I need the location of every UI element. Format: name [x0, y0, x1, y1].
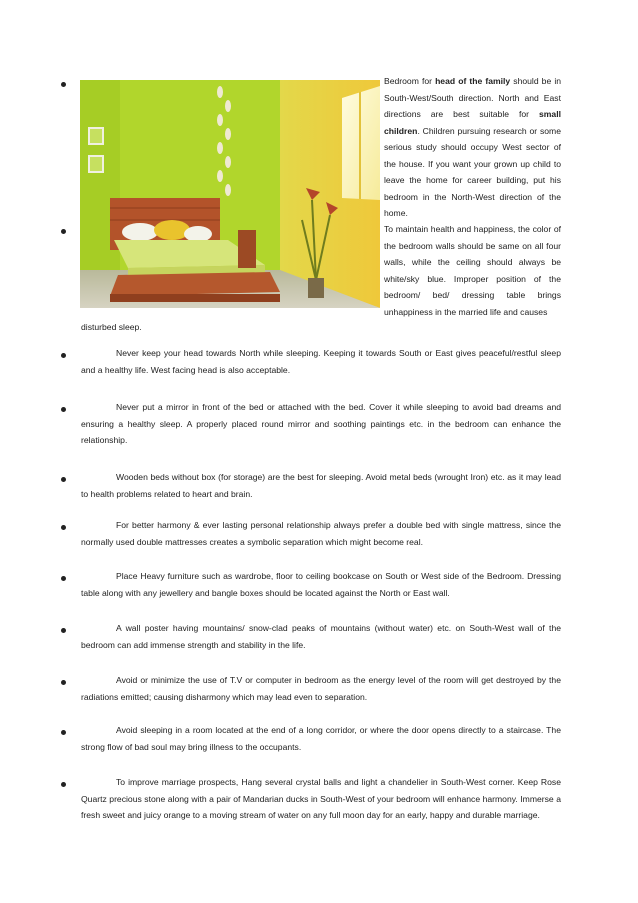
- text-run: should be in South-West/South direction. North and East directions are best suitable for: [384, 76, 562, 119]
- tv-computer-item: Avoid or minimize the use of T.V or computer in bedroom as the energy level of the room will get destroyed by the radiations emitted; causing disharmony which may lead even to separation.: [81, 675, 561, 702]
- wooden-beds-item: Wooden beds without box (for storage) are the best for sleeping. Avoid metal beds (wrought Iron) etc. as it may lead to health problems related to heart and brain.: [81, 472, 561, 499]
- list-bullet: [61, 82, 66, 87]
- mirror-item: Never put a mirror in front of the bed or attached with the bed. Cover it while sleeping to avoid bad dreams and ensuring a healthy sleep. A properly placed round mirror and soothing paintings etc. in the bedroom can enhance the relationship.: [81, 402, 561, 445]
- list-bullet: [61, 353, 66, 358]
- text-run: . Children pursuing research or some serious study should occupy West sector of the house. If you want your grown up child to leave the home for career building, put his bedroom in the North-West direction of the home.: [384, 125, 561, 218]
- head-direction-item: Never keep your head towards North while sleeping. Keeping it towards South or East gives peaceful/restful sleep and a healthy life. West facing head is also acceptable.: [81, 348, 561, 375]
- bedroom-photo: [80, 80, 380, 308]
- wall-color-paragraph: To maintain health and happiness, the color of the bedroom walls should be same on all four walls, while the ceiling should always be white/sky blue. Improper position of the bedroom/ bed/ dressing table brings unhappiness in the married life and causes: [384, 224, 561, 317]
- double-bed-item: For better harmony & ever lasting personal relationship always prefer a double bed with single mattress, since the normally used double mattresses creates a symbolic separation which might become real.: [81, 520, 561, 547]
- bedroom-illustration: [80, 80, 380, 308]
- list-bullet: [61, 229, 66, 234]
- list-bullet: [61, 680, 66, 685]
- list-bullet: [61, 782, 66, 787]
- list-bullet: [61, 525, 66, 530]
- list-bullet: [61, 576, 66, 581]
- list-bullet: [61, 477, 66, 482]
- list-bullet: [61, 407, 66, 412]
- list-bullet: [61, 628, 66, 633]
- bold-text-small-children: small children: [384, 109, 561, 136]
- text-run: Bedroom for: [384, 76, 436, 86]
- wall-poster-item: A wall poster having mountains/ snow-clad peaks of mountains (without water) etc. on South-West wall of the bedroom can add immense strength and stability in the life.: [81, 623, 561, 650]
- marriage-prospects-item: To improve marriage prospects, Hang several crystal balls and light a chandelier in South-West corner. Keep Rose Quartz precious stone along with a pair of Mandarian ducks in South-West of your bedroom will enhance harmony. Immerse a fresh sweet and juicy orange to a moving stream of water on any full moon day for an early, happy and durable marriage.: [81, 777, 561, 820]
- corridor-item: Avoid sleeping in a room located at the end of a long corridor, or where the door opens directly to a staircase. The strong flow of bad soul may bring illness to the occupants.: [81, 725, 561, 752]
- list-bullet: [61, 730, 66, 735]
- bold-text-head-of-family: head of the family: [435, 76, 511, 86]
- wall-color-paragraph-continuation: disturbed sleep.: [81, 322, 142, 332]
- bedroom-placement-paragraph: [384, 73, 561, 222]
- heavy-furniture-item: Place Heavy furniture such as wardrobe, floor to ceiling bookcase on South or West side of the Bedroom. Dressing table along with any jewellery and bangle boxes should be located against the North or East wall.: [81, 571, 561, 598]
